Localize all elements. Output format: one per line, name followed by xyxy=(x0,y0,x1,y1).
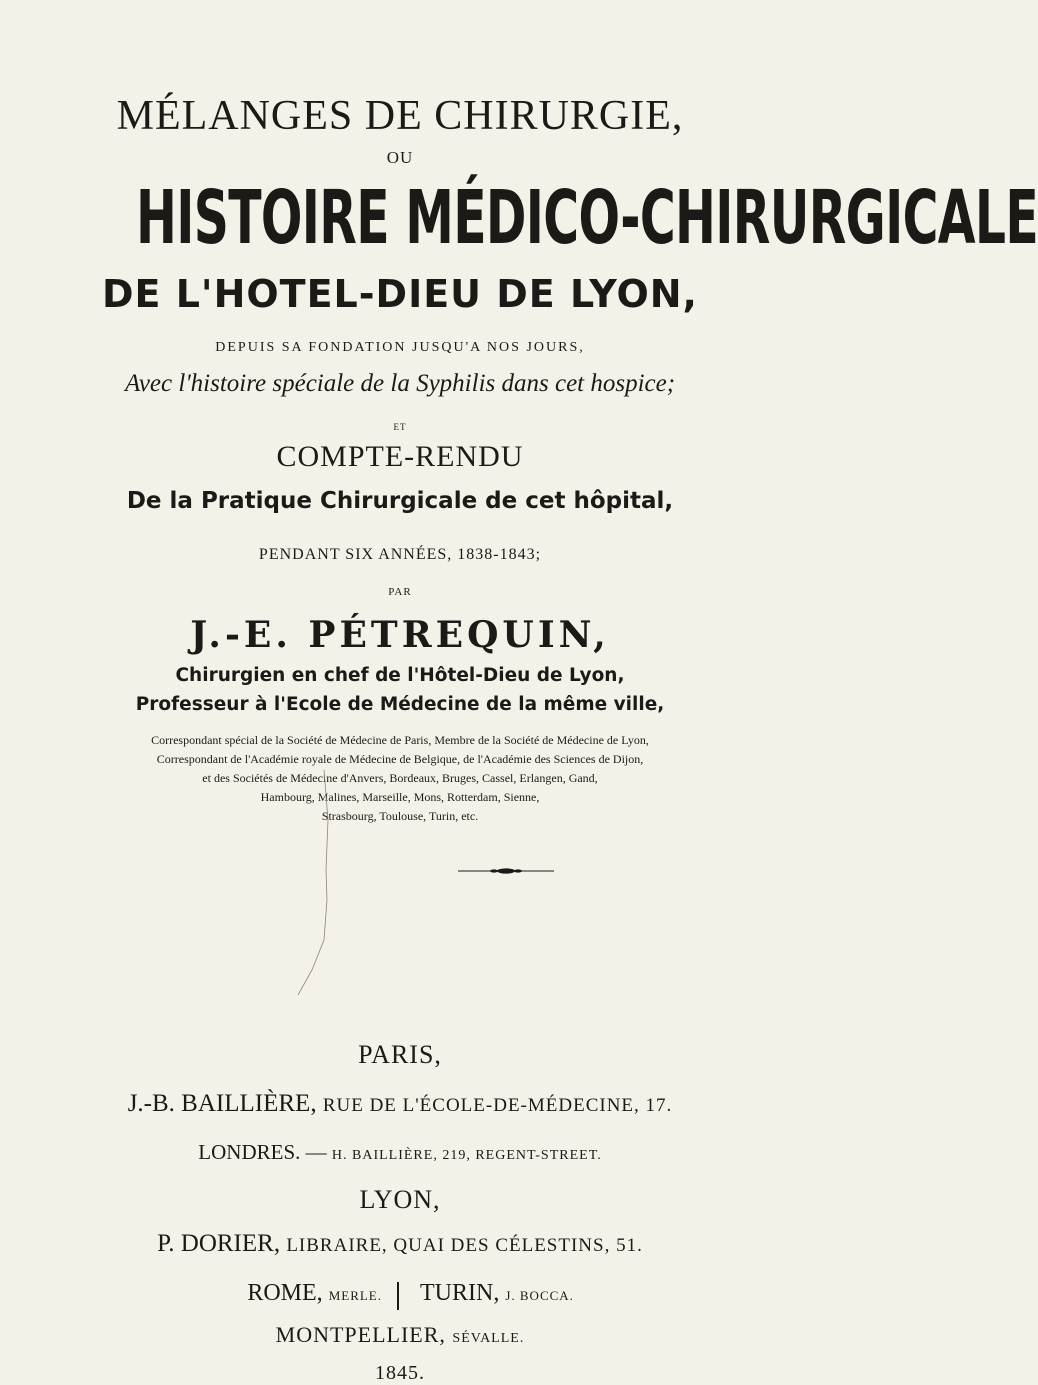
imprint-montpellier xyxy=(0,1322,800,1348)
author-role-1: Chirurgien en chef de l'Hôtel-Dieu de Lyon, xyxy=(175,665,625,686)
publication-year: 1845. xyxy=(375,1362,425,1384)
imprint-dorier xyxy=(0,1230,800,1258)
affiliation-line: Strasbourg, Toulouse, Turin, etc. xyxy=(321,809,479,823)
imprint-rome xyxy=(247,1280,382,1307)
affiliation-line: Correspondant spécial de la Société de Médecine de Paris, Membre de la Société de Médecine de Lyon, xyxy=(151,733,649,747)
publisher-name: H. BAILLIÈRE, 219, REGENT-STREET. xyxy=(331,1148,602,1163)
subtitle: DE L'HOTEL-DIEU DE LYON, xyxy=(101,272,698,316)
publisher-name: P. DORIER, xyxy=(157,1230,281,1257)
publisher-name: MERLE. xyxy=(328,1288,382,1303)
publisher-name: J. BOCCA. xyxy=(505,1288,574,1303)
title-ou: OU xyxy=(386,148,414,167)
subtitle-depuis: DEPUIS SA FONDATION JUSQU'A NOS JOURS, xyxy=(215,340,585,355)
column-divider xyxy=(397,1282,399,1310)
publisher-address: LIBRAIRE, QUAI DES CÉLESTINS, 51. xyxy=(286,1235,643,1256)
conjunction-et: ET xyxy=(393,422,407,432)
publisher-name: SÉVALLE. xyxy=(452,1331,525,1346)
compte-rendu-heading: COMPTE-RENDU xyxy=(276,440,524,473)
city-name: ROME, xyxy=(247,1280,323,1306)
imprint-paris: PARIS, xyxy=(358,1040,442,1069)
publisher-name: J.-B. BAILLIÈRE, xyxy=(127,1090,317,1117)
imprint-rome-turin xyxy=(0,1280,800,1312)
imprint-bailliere xyxy=(0,1090,800,1118)
city-name: LONDRES. — xyxy=(198,1140,327,1164)
subtitle-syphilis: Avec l'histoire spéciale de la Syphilis dans cet hospice; xyxy=(124,370,676,397)
author-name: J.-E. PÉTREQUIN, xyxy=(190,614,610,656)
affiliation-line: et des Sociétés de Médecine d'Anvers, Bordeaux, Bruges, Cassel, Erlangen, Gand, xyxy=(202,771,598,785)
publisher-address: RUE DE L'ÉCOLE-DE-MÉDECINE, 17. xyxy=(322,1095,673,1116)
ornament-rule xyxy=(456,866,556,876)
affiliation-line: Correspondant de l'Académie royale de Médecine de Belgique, de l'Académie des Sciences de Dijon, xyxy=(156,752,644,766)
imprint-turin xyxy=(420,1280,574,1307)
imprint-lyon: LYON, xyxy=(359,1185,441,1214)
period-line: PENDANT SIX ANNÉES, 1838-1843; xyxy=(258,546,542,563)
paper-crease-mark xyxy=(290,750,370,1010)
author-role-2: Professeur à l'Ecole de Médecine de la même ville, xyxy=(135,694,665,715)
affiliation-line: Hambourg, Malines, Marseille, Mons, Rotterdam, Sienne, xyxy=(260,790,540,804)
city-name: MONTPELLIER, xyxy=(275,1322,446,1347)
city-name: TURIN, xyxy=(420,1280,500,1306)
main-title: HISTOIRE MÉDICO-CHIRURGICALE xyxy=(136,175,1038,261)
title-line-1: MÉLANGES DE CHIRURGIE, xyxy=(116,93,684,139)
pratique-line: De la Pratique Chirurgicale de cet hôpital, xyxy=(126,488,674,514)
imprint-londres xyxy=(0,1140,800,1165)
par-label: PAR xyxy=(388,586,412,598)
